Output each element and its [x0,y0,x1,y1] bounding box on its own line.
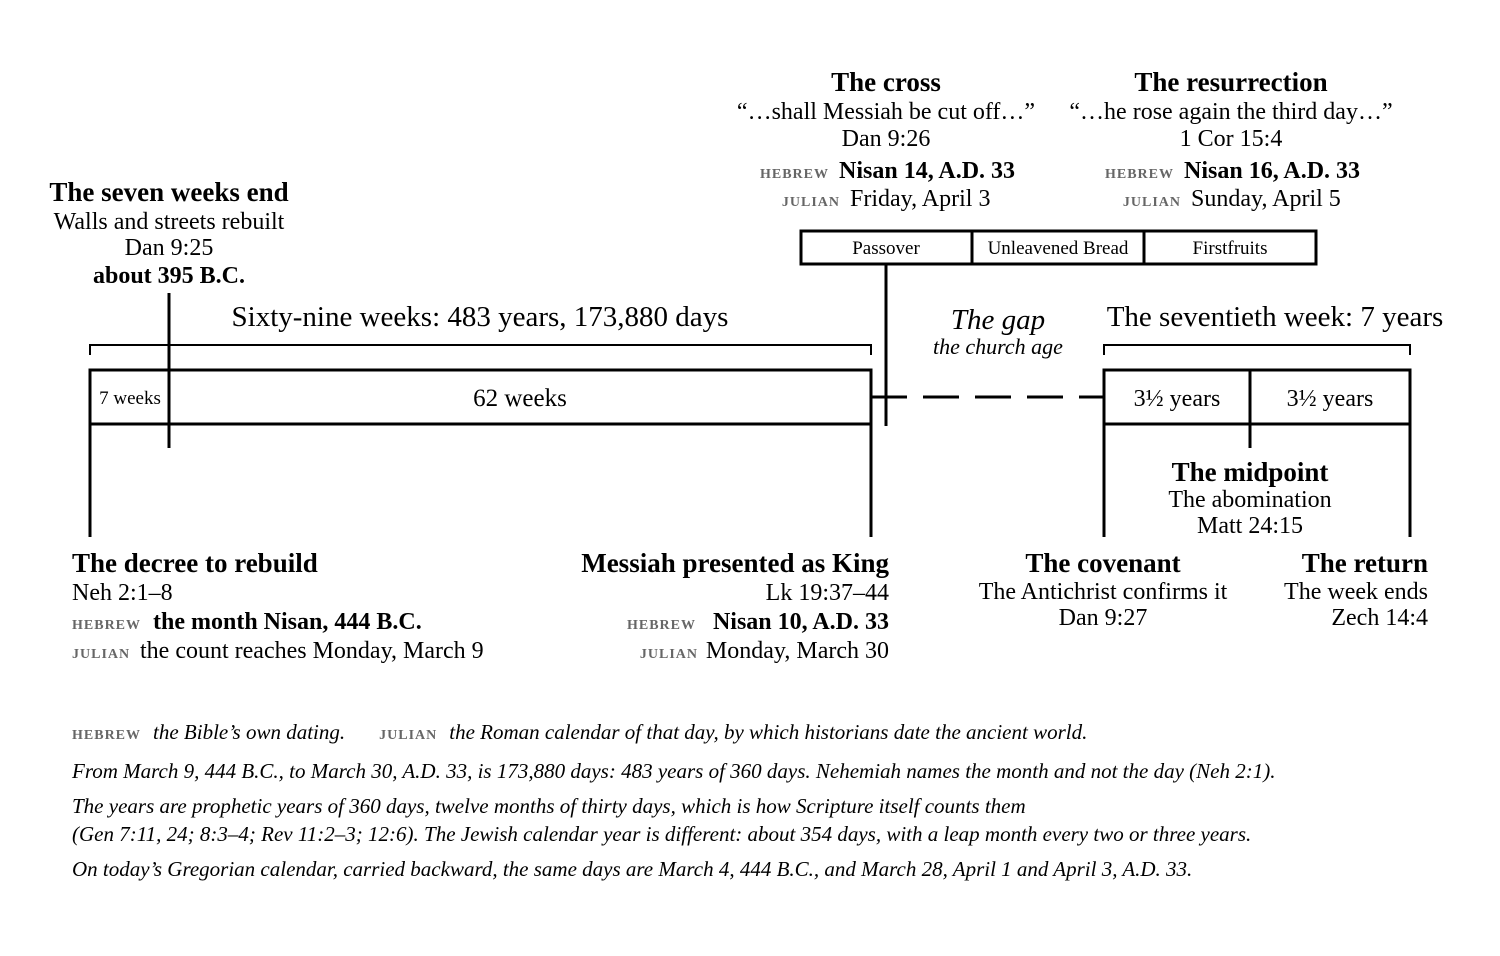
gap-title: The gap [950,304,1046,336]
midpoint-ref: Matt 24:15 [1197,513,1303,539]
feast-firstfruits: Firstfruits [1192,238,1268,259]
footnotes [72,718,1432,890]
seven-weeks-end-line1: Walls and streets rebuilt [53,209,285,235]
first-half-label: 3½ years [1133,386,1221,412]
seventieth-week-bracket [1104,345,1410,355]
decree-hebrew-tag: HEBREW [72,618,142,633]
cross-julian-tag: JULIAN [781,195,840,210]
legend-julian-definition: the Roman calendar of that day, by which historians date the ancient world. [449,720,1088,744]
legend-hebrew-tag: HEBREW [72,728,142,743]
feast-unleavened-bread: Unleavened Bread [987,238,1129,259]
resurrection-ref: 1 Cor 15:4 [1179,126,1283,152]
midpoint-line1: The abomination [1168,487,1332,513]
legend-julian-tag: JULIAN [379,728,438,743]
gap-subtitle: the church age [933,334,1063,359]
messiah-julian-date: Monday, March 30 [705,638,889,664]
resurrection-hebrew-date: Nisan 16, A.D. 33 [1184,158,1361,184]
covenant-title: The covenant [1025,548,1181,578]
resurrection-quote: “…he rose again the third day…” [1069,99,1393,125]
messiah-julian-tag: JULIAN [639,647,698,662]
note-day-count: From March 9, 444 B.C., to March 30, A.D. 33, is 173,880 days: 483 years of 360 days. Nehemiah names the month and not the day (Neh 2:1). [72,759,1276,783]
resurrection-hebrew-tag: HEBREW [1104,167,1174,182]
cross-hebrew-tag: HEBREW [759,167,829,182]
messiah-title: Messiah presented as King [581,548,889,578]
note-prophetic-years-b: (Gen 7:11, 24; 8:3–4; Rev 11:2–3; 12:6). The Jewish calendar year is different: about 354 days, with a leap month every two or three years. [72,822,1252,846]
cross-julian-date: Friday, April 3 [850,186,991,212]
return-title: The return [1301,548,1428,578]
cross-hebrew-date: Nisan 14, A.D. 33 [839,158,1016,184]
return-line1: The week ends [1284,579,1428,605]
decree-julian-tag: JULIAN [72,647,131,662]
messiah-hebrew-date: Nisan 10, A.D. 33 [712,609,889,635]
seven-weeks-end-ref: Dan 9:25 [124,235,214,261]
decree-julian-date: the count reaches Monday, March 9 [140,638,484,664]
resurrection-julian-tag: JULIAN [1122,195,1181,210]
legend-line [72,718,1432,750]
cross-quote: “…shall Messiah be cut off…” [736,99,1036,125]
resurrection-title: The resurrection [1134,67,1328,97]
cross-title: The cross [831,67,941,97]
decree-hebrew-date: the month Nisan, 444 B.C. [153,609,422,635]
note-prophetic-years-a: The years are prophetic years of 360 days, twelve months of thirty days, which is how Scripture itself counts them [72,794,1026,818]
feast-passover: Passover [852,238,920,259]
seventieth-week-label: The seventieth week: 7 years [1106,301,1444,333]
messiah-hebrew-tag: HEBREW [626,618,696,633]
covenant-ref: Dan 9:27 [1058,605,1148,631]
seven-weeks-segment-label: 7 weeks [99,388,161,409]
sixty-nine-weeks-label: Sixty-nine weeks: 483 years, 173,880 days [231,301,729,333]
decree-title: The decree to rebuild [72,548,318,578]
seven-weeks-end-title: The seven weeks end [49,177,289,207]
note-prophetic-years [72,792,1432,848]
return-ref: Zech 14:4 [1331,605,1428,631]
cross-ref: Dan 9:26 [841,126,931,152]
note-gregorian: On today’s Gregorian calendar, carried backward, the same days are March 4, 444 B.C., and March 28, April 1 and April 3, A.D. 33. [72,857,1193,881]
legend-hebrew-definition: the Bible’s own dating. [153,720,346,744]
sixty-two-weeks-segment-label: 62 weeks [473,385,567,412]
resurrection-julian-date: Sunday, April 5 [1191,186,1341,212]
sixty-nine-weeks-bracket [90,345,871,355]
midpoint-title: The midpoint [1171,457,1329,487]
messiah-ref: Lk 19:37–44 [765,580,889,606]
decree-ref: Neh 2:1–8 [72,580,173,606]
covenant-line1: The Antichrist confirms it [978,579,1228,605]
feast-boxes [801,231,1316,264]
seven-weeks-end-date: about 395 B.C. [92,263,246,289]
second-half-label: 3½ years [1286,386,1374,412]
